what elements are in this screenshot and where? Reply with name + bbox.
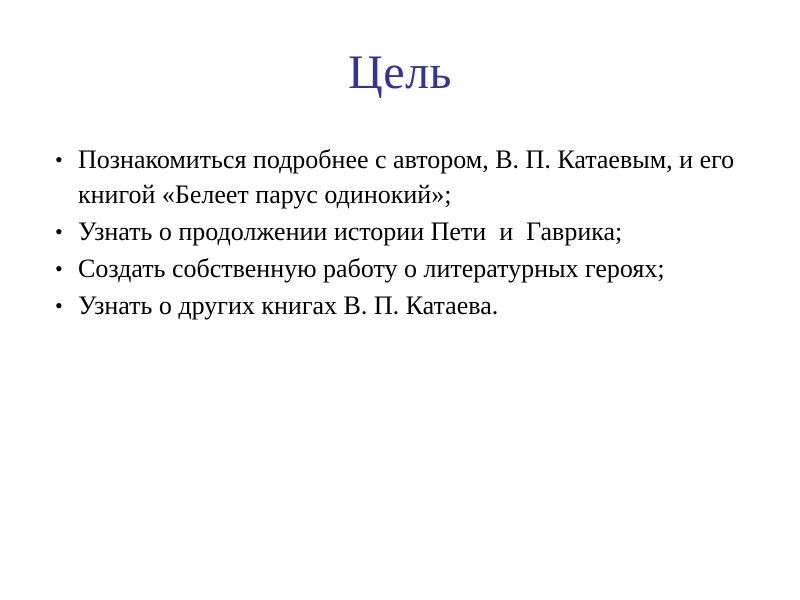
list-item (55, 251, 760, 286)
bullet-text: Узнать о продолжении истории Пети и Гаврика; (78, 217, 623, 246)
bullet-icon: • (55, 256, 63, 281)
bullet-icon: • (55, 293, 63, 318)
slide-title: Цель (348, 46, 452, 99)
bullet-text: Узнать о других книгах В. П. Катаева. (78, 291, 499, 320)
bullet-list (0, 142, 760, 323)
bullet-icon: • (55, 147, 63, 172)
list-item (55, 142, 760, 212)
bullet-text: Создать собственную работу о литературных героях; (78, 254, 665, 283)
bullet-text: Познакомиться подробнее с автором, В. П. Катаевым, и его книгой «Белеет парус одинокий»; (78, 145, 741, 209)
list-item (55, 214, 760, 249)
list-item (55, 288, 760, 323)
bullet-icon: • (55, 219, 63, 244)
